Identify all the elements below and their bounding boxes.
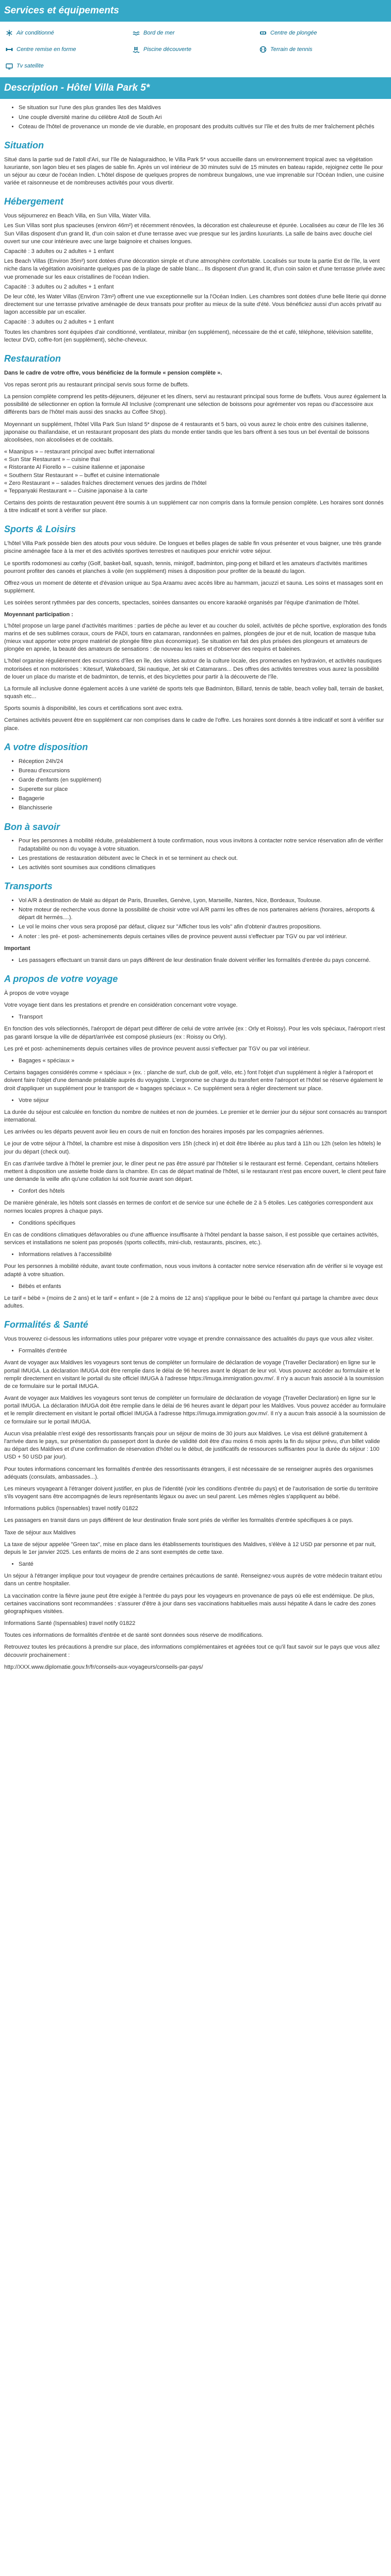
amenity-label: Centre de plongée — [270, 29, 317, 36]
formalites-p10: La taxe de séjour appelée "Green tax", mise en place dans les établissements touristiques des Maldives, s'élève à 12 USD par personne et par nuit, depuis le 1er janvier 2025. Les enfants de moins de 2 ans sont exemptés de cette taxe. — [4, 1541, 376, 1555]
list-item: • A noter : les pré- et post- acheminements depuis certaines villes de province peuvent aussi s'effectuer par TGV ou par vol intérieur. — [19, 933, 387, 941]
amenity-fitness — [5, 45, 132, 54]
restaurant-list — [4, 448, 387, 495]
apropos-p6: Le jour de votre séjour à l'hôtel, la chambre est mise à disposition vers 15h (check in) et doit être libérée au plus tard à 11h ou 12h (selon les hôtels) le jour du départ (check out). — [4, 1141, 381, 1155]
apropos-transport — [4, 1013, 387, 1021]
formalites-p14: Toutes ces informations de formalités d'entrée et de santé sont données sous réserve de modifications. — [4, 1632, 264, 1639]
apropos-confort — [4, 1188, 387, 1195]
hebergement-cap1: Capacité : 3 adultes ou 2 adultes + 1 enfant — [4, 248, 114, 255]
important-label: Important — [4, 945, 30, 952]
list-item: • Une couple diversité marine du célèbre Atoll de South Ari — [19, 114, 387, 122]
diving-icon — [259, 29, 267, 37]
sports-p1: L'hôtel Villa Park possède bien des atouts pour vous séduire. De longues et belles plages de sable fin vous présenter et vous baigner, une très grande piscine aménagée face à la mer et des activités sportives terrestres et nautiques pour enrichir votre séjour. — [4, 540, 382, 555]
list-item: • Garde d'enfants (en supplément) — [19, 776, 387, 784]
list-item: • Conditions spécifiques — [19, 1219, 387, 1227]
formalites-p4: Aucun visa préalable n'est exigé des ressortissants français pour un séjour de moins de 30 jours aux Maldives. Le visa est délivré gratuitement à l'arrivée dans le pays, sur présentation du passeport dont la durée de validité doit être d'au moins 6 mois après la fin du séjour prévu, d'un billet valide au départ des Maldives et d'une confirmation de réservation d'hôtel ou le début, de justificatifs de ressources suffisantes pour la durée du séjour : 100 USD + 50 USD par jour). — [4, 1430, 380, 1461]
restauration-l2: La pension complète comprend les petits-déjeuners, déjeuner et les dîners, servi au restaurant principal sous forme de buffets. Vous aurez également la possibilité de sélectionner en option la formule All Inclusive (comprenant une sélection de boissons pour agrémenter vos repas ou d'accessoire aux différents bars de l'hôtel mais aussi des snacks au Coffee Shop). — [4, 394, 386, 416]
services-title: A votre disposition — [4, 741, 88, 752]
apropos-p10: Pour les personnes à mobilité réduite, avant toute confirmation, nous vous invitons à contacter notre service réservation afin de vérifier si le voyage est adapté à votre situation. — [4, 1263, 383, 1278]
formalites-p15: Retrouvez toutes les précautions à prendre sur place, des informations complémentaires et agréées tout ce qu'il faut savoir sur le pays que vous allez découvrir prochainement : — [4, 1644, 380, 1658]
fitness-icon — [5, 45, 13, 54]
amenity-tv — [5, 62, 132, 70]
list-item: • Les prestations de restauration débutent avec le Check in et se terminent au check out. — [19, 855, 387, 862]
hebergement-block — [4, 212, 387, 344]
apropos-bebes — [4, 1283, 387, 1291]
list-item: • Bagagerie — [19, 795, 387, 803]
formalites-p2: Avant de voyager aux Maldives les voyageurs sont tenus de compléter un formulaire de déclaration de voyage (Traveller Declaration) en ligne sur le portail IMUGA. La déclaration IMUGA doit être remplie dans le délai de 96 heures avant le départ de leur vol. Vous pouvez accéder au formulaire et le remplir directement en visitant le portail du site officiel IMUGA à l'adresse https://imuga.immigration.gov.mv/. Il n'y a aucun frais associé à la soumission de ce formulaire sur le portail IMUGA. — [4, 1360, 384, 1389]
bon-a-savoir-title: Bon à savoir — [4, 821, 60, 832]
list-item: • Les activités sont soumises aux conditions climatiques — [19, 864, 387, 872]
list-item: • Se situation sur l'une des plus grandes îles des Maldives — [19, 104, 387, 112]
formalites-p11: Un séjour à l'étranger implique pour tout voyageur de prendre certaines précautions de santé. Renseignez-vous auprès de votre médecin traitant et/ou dans un centre hospitalier. — [4, 1573, 382, 1587]
sports-p3: Offrez-vous un moment de détente et d'évasion unique au Spa Araamu avec accès libre au hammam, jacuzzi et sauna. Les soins et massages sont en supplément. — [4, 580, 383, 595]
sports-p6: L'hôtel organise régulièrement des excursions d'îles en île, des visites autour de la culture locale, des promenades en hydravion, et activités nautiques motorisées et non motorisées : Kitesurf, Wakeboard, Ski nautique, Jet ski et Catamarans... Des offres des activités terrestres vous aurez la possibilité de louer un place du mariste et de badminton, de tennis, et des bicyclettes pour partir à la découverte de l'île. — [4, 658, 382, 680]
list-item: « Maanipus » – restaurant principal avec buffet international — [4, 449, 155, 455]
restauration-title: Restauration — [4, 353, 61, 364]
transports-list — [4, 897, 387, 941]
description-banner: Description - Hôtel Villa Park 5* — [0, 77, 391, 99]
list-item: • Pour les personnes à mobilité réduite, préalablement à toute confirmation, nous vous invitons à contacter notre service réservation afin de vérifier l'adaptabilité ou non du voyage à votre situation. — [19, 837, 387, 853]
list-item: • Transport — [19, 1013, 387, 1021]
formalites-p6: Les mineurs voyageant à l'étranger doivent justifier, en plus de l'identité (voir les conditions d'entrée du pays) et de l'autorisation de sortie du territoire s'ils voyagent sans être accompagnés de leurs représentants légaux ou avec un seul parent. Les mêmes règles s'appliquent au bébé. — [4, 1485, 379, 1500]
apropos-p4: La durée du séjour est calculée en fonction du nombre de nuitées et non de journées. Le premier et le dernier jour du séjour sont consacrés au transport international. — [4, 1109, 387, 1124]
apropos-p3: Certains bagages considérés comme « spéciaux » (ex. : planche de surf, club de golf, vélo, etc.) font l'objet d'un supplément à régler à l'aéroport et doivent faire l'objet d'une demande préalable auprès du voyagiste. L'ergonome se charge du transfert entre l'aéroport et l'hôtel se réserve également le droit d'appliquer un supplément pour le transport de « bagages spéciaux ». Ce supplément sera à régler directement sur place. — [4, 1070, 383, 1092]
amenities-grid — [0, 22, 391, 77]
apropos-l1: À propos de votre voyage — [4, 990, 69, 996]
sports-title: Sports & Loisirs — [4, 524, 76, 535]
list-item: • Informations relatives à l'accessibilité — [19, 1251, 387, 1259]
sports-p9: Certaines activités peuvent être en supplément car non comprises dans le cadre de l'offre. Les horaires sont donnés à titre indicatif et sont à vérifier sur place. — [4, 717, 384, 732]
list-item: • Bagages « spéciaux » — [19, 1057, 387, 1065]
list-item: « Teppanyaki Restaurant » – Cuisine japonaise à la carte — [4, 487, 148, 494]
list-item: • Bureau d'excursions — [19, 767, 387, 775]
tv-icon — [5, 62, 13, 70]
list-item: • Réception 24h/24 — [19, 758, 387, 766]
formalites-entree — [4, 1347, 387, 1355]
sports-participation-title: Moyennant participation : — [4, 612, 73, 618]
formalites-p1: Vous trouverez ci-dessous les informations utiles pour préparer votre voyage et prendre connaissance des actualités du pays que vous allez visiter. — [4, 1336, 374, 1343]
formalites-p5: Pour toutes informations concernant les formalités d'entrée des ressortissants étrangers, il est nécessaire de se renseigner auprès des organismes adéquats (consulats, ambassades...). — [4, 1466, 373, 1480]
services-list — [4, 758, 387, 812]
amenity-label: Terrain de tennis — [270, 46, 313, 53]
list-item: « Sun Star Restaurant » – cuisine thaï — [4, 456, 100, 463]
list-item: • Formalités d'entrée — [19, 1347, 387, 1355]
formalites-p3: Avant de voyager aux Maldives les voyageurs sont tenus de compléter un formulaire de déclaration de voyage (Traveller Declaration) en ligne sur le portail IMUGA. La déclaration IMUGA doit être remplie dans le délai de 96 heures avant le départ pour les Maldives. Vous pouvez accéder au formulaire et le remplir directement en visitant le portail officiel IMUGA à l'adresse https://imuga.immigration.gov.mv/. Il n'y a aucun frais associé à la soumission de ce formulaire sur le portail IMUGA. — [4, 1395, 386, 1425]
apropos-p8: De manière générale, les hôtels sont classés en termes de confort et de service sur une échelle de 2 à 5 étoiles. Les catégories correspondent aux normes locales propres à chaque pays. — [4, 1200, 373, 1214]
formalites-link[interactable]: http://XXX.www.diplomatie.gouv.fr/fr/conseils-aux-voyageurs/conseils-par-pays/ — [4, 1664, 203, 1670]
sports-p7: La formule all inclusive donne également accès à une variété de sports tels que Badminton, Billard, tennis de table, beach volley ball, terrain de basket, squash etc... — [4, 685, 384, 700]
list-item: • Superette sur place — [19, 786, 387, 793]
amenity-label: Bord de mer — [143, 29, 175, 36]
amenity-diving — [259, 29, 386, 37]
sports-p8: Sports soumis à disponibilité, les cours et certifications sont avec extra. — [4, 705, 183, 712]
hebergement-p2: Les Beach Villas (Environ 35m²) sont dotées d'une décoration simple et d'une atmosphère confortable. Localisés sur toute la partie Est de l'île, la vent niche dans la végétation avoisinante quelques pas de la plage de sable blanc... Ils disposent d'un grand lit, d'un coin salon et d'une terrasse privée avec vue promenade sur les eaux cristallines de l'océan Indien. — [4, 258, 385, 280]
amenity-pool — [132, 45, 259, 54]
restauration-l1: Vos repas seront pris au restaurant principal servis sous forme de buffets. — [4, 381, 189, 388]
tennis-icon — [259, 45, 267, 54]
formalites-p12: La vaccination contre la fièvre jaune peut être exigée à l'entrée du pays pour les voyageurs en provenance de pays où elle est endémique. De plus, certaines vaccinations sont recommandées : s'assurer d'être à jour dans ses vaccinations habituelles mais aussi hépatite A dans le cadre des zones géographiques visitées. — [4, 1592, 376, 1615]
apropos-mobilite — [4, 1251, 387, 1259]
list-item: « Ristorante Al Fiorello » – cuisine italienne et japonaise — [4, 464, 145, 471]
sea-front-icon — [132, 29, 140, 37]
formalites-sante — [4, 1561, 387, 1568]
main-content — [0, 104, 391, 1681]
restauration-note: Certains des points de restauration peuvent être soumis à un supplément car non compris dans la formule pension complète. Les horaires sont donnés à titre indicatif et sont à vérifier sur place. — [4, 500, 384, 514]
sports-p4: Les soirées seront rythmées par des concerts, spectacles, soirées dansantes ou encore karaoké organisés par l'équipe d'animation de l'hôtel. — [4, 600, 360, 606]
bon-a-savoir-list — [4, 837, 387, 872]
list-item: • Blanchisserie — [19, 804, 387, 812]
restauration-formula: Dans le cadre de votre offre, vous bénéficiez de la formule « pension complète ». — [4, 369, 222, 376]
apropos-p7: En cas d'arrivée tardive à l'hôtel le premier jour, le dîner peut ne pas être assuré par l'hôtelier si le restaurant est fermé. Cependant, certains hôteliers mettent à disposition une assiette froide dans la chambre. En cas de départ matinal de l'hôtel, si le restaurant n'est pas encore ouvert, le client peut faire une demande la veille afin qu'une collation lui soit fournie avant son départ. — [4, 1160, 386, 1183]
restauration-l3: Moyennant un supplément, l'hôtel Villa Park Sun Island 5* dispose de 4 restaurants et 5 bars, où vous aurez le choix entre des cuisines italienne, japonaise ou thaïlandaise, et un restaurant proposant des plats du monde entier tandis que les bars offrent à ses tous un bel éventail de boissons alcoolisées, non alcoolisées et de cocktails. — [4, 421, 369, 443]
important-list — [4, 957, 387, 964]
apropos-p9: En cas de conditions climatiques défavorables ou d'une affluence insuffisante à l'hôtel pendant la basse saison, il est possible que certaines activités, services et installations ne soient pas proposés (sports collectifs, mini-club, restaurants, piscines, etc.). — [4, 1231, 379, 1246]
apropos-sejour — [4, 1097, 387, 1105]
apropos-l2: Votre voyage tient dans les prestations et prendre en considération concernant votre voyage. — [4, 1002, 238, 1009]
situation-title: Situation — [4, 140, 44, 150]
pool-icon — [132, 45, 140, 54]
formalites-p13: Informations Santé (Ispensables) travel notify 01822 — [4, 1620, 136, 1627]
amenity-sea-front — [132, 29, 259, 37]
apropos-title: A propos de votre voyage — [4, 974, 118, 985]
list-item: • Confort des hôtels — [19, 1188, 387, 1195]
list-item: « Southern Star Restaurant » – buffet et cuisine internationale — [4, 472, 160, 479]
services-banner: Services et équipements — [0, 0, 391, 22]
list-item: • Notre moteur de recherche vous donne la possibilité de choisir votre vol A/R parmi les offres de nos partenaires aériens (horaires, aéroports & départ dit hermès....). — [19, 906, 387, 922]
hebergement-p3: De leur côté, les Water Villas (Environ 73m²) offrent une vue exceptionnelle sur la l'Océan Indien. Les chambres sont dotées d'une belle literie qui donne directement sur une terrasse privative aménagée de deux transats pour profiter au mieux de la suite d'été. Vous bénéficiez aussi d'un accès privatif au lagon accessible par un escalier. — [4, 293, 386, 316]
hebergement-title: Hébergement — [4, 196, 64, 207]
list-item: « Zero Restaurant » – salades fraîches directement venues des jardins de l'hôtel — [4, 480, 207, 486]
sports-p2: Le sportifs rodomonesi au cœfsy (Golf, basket-ball, squash, tennis, minigolf, badminton, ping-pong et billard et les amateurs d'activités maritimes pourront profiter des canoës et planches à voile (en supplément) mises à disposition pour profiter de la beauté du lagon. — [4, 560, 367, 574]
apropos-conditions — [4, 1219, 387, 1227]
list-item: • Bébés et enfants — [19, 1283, 387, 1291]
formalites-p7: Informations publics (Ispensables) travel notify 01822 — [4, 1505, 138, 1512]
apropos-p1: En fonction des vols sélectionnés, l'aéroport de départ peut différer de celui de votre arrivée (ex : Orly et Roissy). Pour les vols spéciaux, l'aéroport n'est pas garanti lorsque la ville de départ/arrivée est composé plusieurs (ex : Roissy ou Orly). — [4, 1026, 385, 1040]
list-item: • Les passagers effectuant un transit dans un pays différent de leur destination finale doivent vérifier les formalités d'entrée du pays concerné. — [19, 957, 387, 964]
air-conditioning-icon — [5, 29, 13, 37]
hebergement-p4: Toutes les chambres sont équipées d'air conditionné, ventilateur, minibar (en supplément), nécessaire de thé et café, téléphone, télévision satellite, lecteur DVD, coffre-fort (en supplément), sèche-cheveux. — [4, 329, 373, 343]
formalites-p8: Les passagers en transit dans un pays différent de leur destination finale sont priés de vérifier les formalités d'entrée spécifiques à ce pays. — [4, 1517, 353, 1524]
amenity-air-conditioning — [5, 29, 132, 37]
amenity-label: Centre remise en forme — [17, 46, 76, 53]
amenity-label: Piscine découverte — [143, 46, 191, 53]
list-item: • Votre séjour — [19, 1097, 387, 1105]
hebergement-cap2: Capacité : 3 adultes ou 2 adultes + 1 enfant — [4, 283, 114, 290]
amenity-tennis — [259, 45, 386, 54]
description-list — [4, 104, 387, 131]
amenity-label: Tv satellite — [17, 62, 44, 69]
hebergement-intro: Vous séjournerez en Beach Villa, en Sun Villa, Water Villa. — [4, 213, 151, 219]
hebergement-p1: Les Sun Villas sont plus spacieuses (environ 46m²) et récemment rénovées, la décoration est chaleureuse et épurée. Localisées au cœur de l'île les 36 Sun Villas disposent d'un grand lit, d'un coin salon et d'une terrasse avec vue presque sur les jardins luxuriants. La salle de bains avec douche ciel ouvert sur une cour intérieure avec une large baignoire et chaises longues. — [4, 223, 384, 245]
apropos-p11: Le tarif « bébé » (moins de 2 ans) et le tarif « enfant » (de 2 à moins de 12 ans) s'applique pour le bébé ou l'enfant qui partage la chambre avec deux adultes. — [4, 1295, 379, 1310]
list-item: • Santé — [19, 1561, 387, 1568]
apropos-bagages — [4, 1057, 387, 1065]
formalites-p9: Taxe de séjour aux Maldives — [4, 1529, 76, 1536]
formalites-title: Formalités & Santé — [4, 1319, 89, 1330]
transports-title: Transports — [4, 881, 53, 892]
hebergement-cap3: Capacité : 3 adultes ou 2 adultes + 1 enfant — [4, 319, 114, 326]
situation-text: Situé dans la partie sud de l'atoll d'Ari, sur l'île de Nalaguraidhoo, le Villa Park 5* vous accueille dans un environnement tropical avec sa végétation luxuriante, son lagon bleu et ses plages de sable fin. Après un vol intérieur de 30 minutes suivi de 15 minutes en bateau rapide, rejoignez cette île pour un séjour au cœur de l'océan Indien. L'hôtel dispose de quelques propres de nombreux bungalows, une vue imprenable sur l'Océan Indien, une cuisine variée et raisonneuse et de nombreuses activités pour vous divertir. — [4, 156, 384, 187]
apropos-p5: Les arrivées ou les départs peuvent avoir lieu en cours de nuit en fonction des horaires imposés par les compagnies aériennes. — [4, 1129, 324, 1136]
list-item: • Le vol le moins cher vous sera proposé par défaut, cliquez sur "Afficher tous les vols" afin d'obtenir d'autres propositions. — [19, 923, 387, 931]
list-item: • Coteau de l'hôtel de provenance un monde de vie durable, en proposant des produits cultivés sur l'île et des fruits de mer fraîchement pêchés — [19, 123, 387, 131]
sports-p5: L'hôtel propose un large panel d'activités maritimes : parties de pêche au lever et au coucher du soleil, activités de pêche sportive, exploration des fonds marins et de ses sublimes coraux, cours de PADI, tours en catamaran, randonnées en palmes, plongées de jour et de nuit, location de masque tuba (mieux vaut apporter votre propre matériel de plongée filtre plus économique). Se situation en fait des plus prisées des plongeurs et amateurs de plongée en apnée, la beauté des amateurs de sensations : de nouveau les raies et d'observer des requins et baleines. — [4, 622, 387, 653]
amenity-label: Air conditionné — [17, 29, 54, 36]
apropos-p2: Les pré et post- acheminements depuis certaines villes de province peuvent aussi s'effectuer par TGV ou par vol intérieur. — [4, 1045, 310, 1052]
list-item: • Vol A/R à destination de Malé au départ de Paris, Bruxelles, Genève, Lyon, Marseille, Nantes, Nice, Bordeaux, Toulouse. — [19, 897, 387, 905]
